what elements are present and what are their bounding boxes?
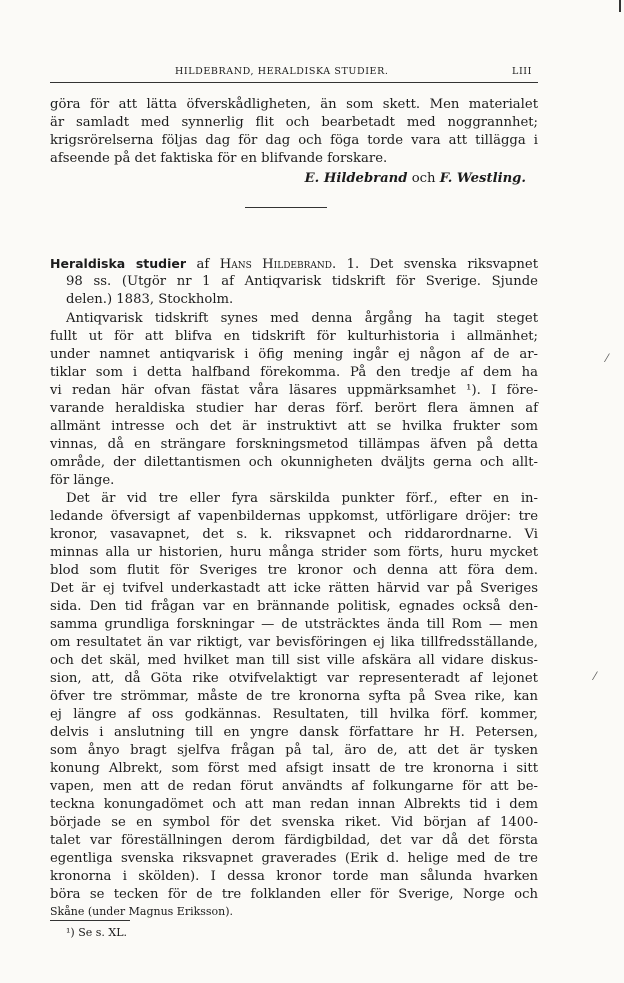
body-line: böra se tecken för de tre folklanden eller för Sverige, Norge och — [50, 887, 538, 902]
body-line: minnas alla ur historien, huru många strider som förts, huru mycket — [50, 545, 538, 560]
body-line: varande heraldiska studier har deras förf. berört flera ämnen af — [50, 401, 538, 416]
body-line: tiklar som i detta halfband förekomma. På den tredje af dem ha — [50, 365, 538, 380]
review-line: 98 ss. (Utgör nr 1 af Antiqvarisk tidskrift för Sverige. Sjunde — [66, 274, 538, 289]
body-line: som ånyo bragt sjelfva frågan på tal, äro de, att det är tysken — [50, 743, 538, 758]
body-line: talet var föreställningen derom färdigbildad, det var då det första — [50, 833, 538, 848]
body-line: samma grundliga forskningar — de utsträcktes ända till Rom — men — [50, 617, 538, 632]
body-line: egentliga svenska riksvapnet graverades (Erik d. helige med de tre — [50, 851, 538, 866]
signature — [305, 170, 526, 188]
body-line: kronor, vasavapnet, det s. k. riksvapnet och riddarordnarne. Vi — [50, 527, 538, 542]
signature-name-1: E. Hildebrand — [304, 171, 408, 186]
body-line: vinnas, då en strängare forskningsmetod tillämpas äfven på detta — [50, 437, 538, 452]
body-line: blod som flutit för Sveriges tre kronor och denna att föra dem. — [50, 563, 538, 578]
body-line: Det är ej tvifvel underkastadt att icke rätten härvid var på Sveriges — [50, 581, 538, 596]
body-line: Skåne (under Magnus Eriksson). — [50, 905, 234, 918]
body-line: och det skäl, med hvilket man till sist ville afskära all vidare diskus- — [50, 653, 538, 668]
body-line: om resultatet än var riktigt, var bevisföringen ej lika tillfredsställande, — [50, 635, 538, 650]
body-line: vapen, men att de redan förut användts af folkungarne för att be- — [50, 779, 538, 794]
body-line: kronorna i skölden). I dessa kronor torde man sålunda hvarken — [50, 869, 538, 884]
body-line: konung Albrekt, som först med afsigt insatt de tre kronorna i sitt — [50, 761, 538, 776]
review-heading — [50, 255, 538, 274]
intro-line: göra för att lätta öfverskådligheten, än som skett. Men materialet — [50, 97, 538, 112]
intro-line: är samladt med synnerlig flit och bearbetadt med noggrannhet; — [50, 115, 538, 130]
body-line: delvis i anslutning till en yngre dansk författare hr H. Petersen, — [50, 725, 538, 740]
margin-mark: ⁄ — [606, 352, 608, 365]
body-line: område, der dilettantismen och okunnigheten dväljts gerna och allt- — [50, 455, 538, 470]
intro-line: krigsrörelserna följas dag för dag och föga torde vara att tillägga i — [50, 133, 538, 148]
body-line: fullt ut för att blifva en tidskrift för kulturhistoria i allmänhet; — [50, 329, 538, 344]
body-line: för länge. — [50, 473, 115, 488]
body-line: under namnet antiqvarisk i öfig mening ingår ej någon af de ar- — [50, 347, 538, 362]
body-line: allmänt intresse och det är instruktivt att se hvilka frukter som — [50, 419, 538, 434]
review-line: delen.) 1883, Stockholm. — [66, 292, 234, 307]
running-title: HILDEBRAND, HERALDISKA STUDIER. — [175, 66, 389, 77]
section-divider — [245, 207, 327, 208]
body-line: Antiqvarisk tidskrift synes med denna årgång ha tagit steget — [66, 311, 538, 326]
body-line: teckna konungadömet och att man redan innan Albrekts tid i dem — [50, 797, 538, 812]
body-line: öfver tre strömmar, måste de tre kronorna syfta på Svea rike, kan — [50, 689, 538, 704]
body-line: vi redan här ofvan fästat våra läsares uppmärksamhet ¹). I före- — [50, 383, 538, 398]
body-line: Det är vid tre eller fyra särskilda punkter förf., efter en in- — [66, 491, 538, 506]
review-title: Heraldiska studier — [50, 256, 187, 271]
review-author: Hans Hildebrand. — [219, 257, 337, 272]
margin-mark: ⁄ — [594, 670, 596, 683]
footnote: ¹) Se s. XL. — [66, 926, 128, 939]
review-af: af — [196, 257, 210, 272]
body-line: sida. Den tid frågan var en brännande politisk, egnades också den- — [50, 599, 538, 614]
body-line: ledande öfversigt af vapenbildernas uppkomst, utförligare dröjer: tre — [50, 509, 538, 524]
page-number: LIII — [512, 66, 532, 77]
review-title-rest: 1. Det svenska riksvapnet — [346, 257, 538, 272]
scan-edge-mark — [619, 0, 621, 12]
signature-name-2: F. Westling. — [439, 171, 526, 186]
header-rule — [50, 82, 538, 83]
intro-line: afseende på det faktiska för en blifvande forskare. — [50, 151, 388, 166]
body-line: sion, att, då Göta rike otvifvelaktigt var representeradt af lejonet — [50, 671, 538, 686]
running-header — [50, 66, 538, 82]
body-line: började se en symbol för det svenska riket. Vid början af 1400- — [50, 815, 538, 830]
footnote-rule — [50, 920, 130, 921]
body-line: ej längre af oss godkännas. Resultaten, till hvilka förf. kommer, — [50, 707, 538, 722]
signature-conjunction: och — [411, 171, 436, 186]
